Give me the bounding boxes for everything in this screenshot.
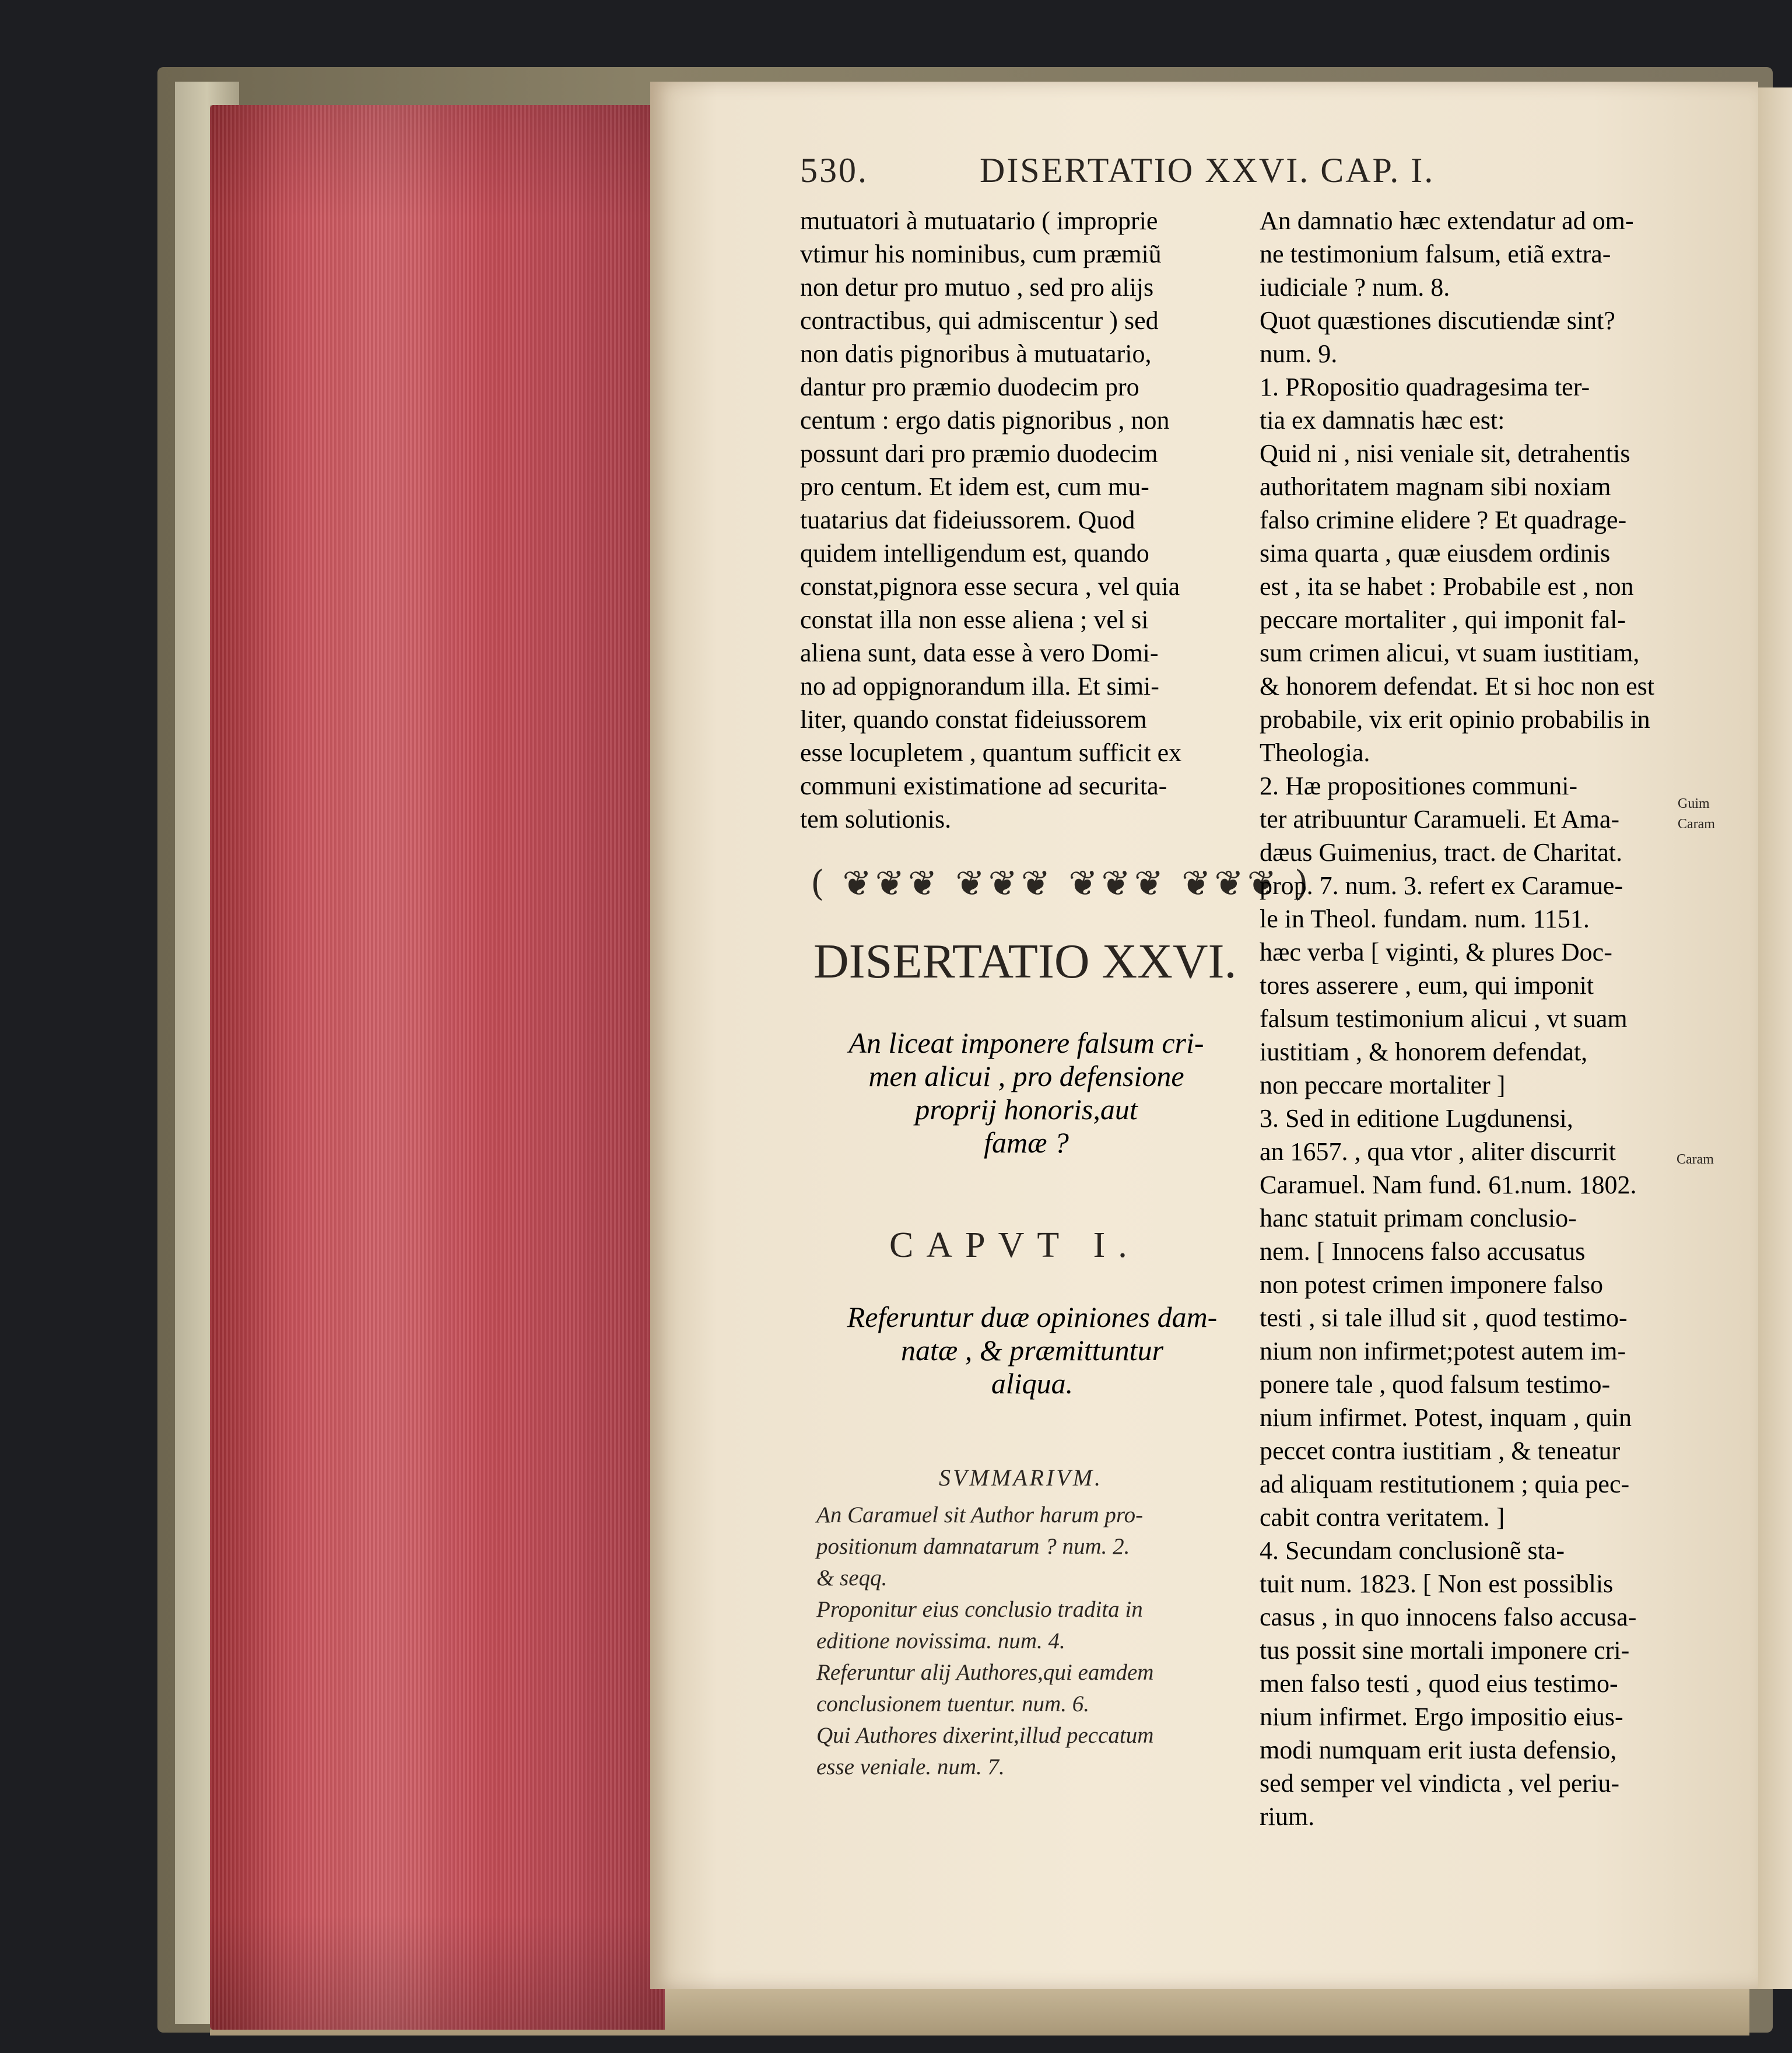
text-line: iustitiam , & honorem defendat,: [1260, 1038, 1588, 1066]
dissertation-question: [816, 1026, 1236, 1159]
summarium-heading: SVMMARIVM.: [939, 1465, 1103, 1491]
text-line: non potest crimen imponere falso: [1260, 1270, 1603, 1299]
caput-summary: [822, 1301, 1242, 1400]
summarium-list: [816, 1502, 1260, 1785]
text-line: 1. PRopositio quadragesima ter-: [1260, 373, 1590, 401]
summarium-line: Qui Authores dixerint,illud peccatum: [816, 1723, 1154, 1748]
text-line: rium.: [1260, 1802, 1315, 1831]
page-number: 530.: [800, 151, 868, 190]
text-line: tores asserere , eum, qui imponit: [1260, 971, 1594, 1000]
text-line: peccet contra iustitiam , & teneatur: [1260, 1437, 1621, 1465]
summarium-line: esse veniale. num. 7.: [816, 1754, 1005, 1779]
text-line: iudiciale ? num. 8.: [1260, 273, 1450, 302]
right-column-text: [1260, 204, 1679, 1833]
text-line: ter atribuuntur Caramueli. Et Ama-: [1260, 805, 1620, 833]
text-line: centum : ergo datis pignoribus , non: [800, 406, 1170, 435]
question-line: famæ ?: [984, 1126, 1069, 1159]
text-line: Quot quæstiones discutiendæ sint?: [1260, 306, 1615, 335]
text-line: Theologia.: [1260, 738, 1370, 767]
text-line: Caramuel. Nam fund. 61.num. 1802.: [1260, 1171, 1637, 1199]
text-line: tem solutionis.: [800, 805, 952, 833]
text-line: sum crimen alicui, vt suam iustitiam,: [1260, 639, 1640, 667]
text-line: an 1657. , qua vtor , aliter discurrit: [1260, 1137, 1616, 1166]
text-line: & honorem defendat. Et si hoc non est: [1260, 672, 1654, 700]
text-line: sed semper vel vindicta , vel periu-: [1260, 1769, 1620, 1798]
left-column-text: [800, 204, 1229, 836]
text-line: probabile, vix erit opinio probabilis in: [1260, 705, 1650, 734]
text-line: communi existimatione ad securita-: [800, 772, 1167, 800]
caput-summary-line: natæ , & præmittuntur: [900, 1334, 1164, 1367]
summarium-line: editione novissima. num. 4.: [816, 1628, 1065, 1653]
margin-note-guim: Guim: [1678, 796, 1710, 811]
text-line: tuatarius dat fideiussorem. Quod: [800, 506, 1135, 534]
text-line: est , ita se habet : Probabile est , non: [1260, 572, 1634, 601]
text-line: 3. Sed in editione Lugdunensi,: [1260, 1104, 1573, 1133]
text-line: 2. Hæ propositiones communi-: [1260, 772, 1578, 800]
text-line: falsum testimonium alicui , vt suam: [1260, 1004, 1628, 1033]
text-line: nium non infirmet;potest autem im-: [1260, 1337, 1626, 1365]
caput-summary-line: Referuntur duæ opiniones dam-: [847, 1301, 1218, 1333]
text-line: casus , in quo innocens falso accusa-: [1260, 1603, 1637, 1631]
running-head: DISERTATIO XXVI. CAP. I.: [980, 151, 1435, 190]
text-line: Quid ni , nisi veniale sit, detrahentis: [1260, 439, 1630, 468]
text-line: An damnatio hæc extendatur ad om-: [1260, 206, 1634, 235]
text-line: liter, quando constat fideiussorem: [800, 705, 1147, 734]
text-line: dantur pro præmio duodecim pro: [800, 373, 1139, 401]
margin-note-caram-2: Caram: [1677, 1152, 1714, 1167]
text-line: non detur pro mutuo , sed pro alijs: [800, 273, 1154, 302]
text-line: hanc statuit primam conclusio-: [1260, 1204, 1577, 1232]
text-line: dæus Guimenius, tract. de Charitat.: [1260, 838, 1622, 867]
text-line: constat illa non esse aliena ; vel si: [800, 605, 1149, 634]
text-line: peccare mortaliter , qui imponit fal-: [1260, 605, 1626, 634]
text-line: tuit num. 1823. [ Non est possiblis: [1260, 1569, 1614, 1598]
text-line: contractibus, qui admiscentur ) sed: [800, 306, 1159, 335]
text-line: mutuatori à mutuatario ( improprie: [800, 206, 1158, 235]
text-line: nium infirmet. Ergo impositio eius-: [1260, 1702, 1623, 1731]
text-line: nem. [ Innocens falso accusatus: [1260, 1237, 1586, 1266]
caput-summary-line: aliqua.: [991, 1367, 1074, 1400]
dissertation-title: DISERTATIO XXVI.: [813, 934, 1237, 989]
text-line: tus possit sine mortali imponere cri-: [1260, 1636, 1630, 1665]
text-line: testi , si tale illud sit , quod testimo-: [1260, 1304, 1628, 1332]
text-line: pro centum. Et idem est, cum mu-: [800, 472, 1149, 501]
text-line: constat,pignora esse secura , vel quia: [800, 572, 1180, 601]
summarium-line: conclusionem tuentur. num. 6.: [816, 1691, 1089, 1716]
summarium-line: Referuntur alij Authores,qui eamdem: [816, 1660, 1154, 1685]
text-line: ne testimonium falsum, etiã extra-: [1260, 240, 1611, 268]
text-line: hæc verba [ viginti, & plures Doc-: [1260, 938, 1612, 966]
question-line: men alicui , pro defensione: [868, 1060, 1184, 1092]
text-line: esse locupletem , quantum sufficit ex: [800, 738, 1182, 767]
text-line: nium infirmet. Potest, inquam , quin: [1260, 1403, 1632, 1432]
text-line: num. 9.: [1260, 339, 1338, 368]
text-line: authoritatem magnam sibi noxiam: [1260, 472, 1611, 501]
question-line: An liceat imponere falsum cri-: [848, 1026, 1204, 1059]
text-line: non datis pignoribus à mutuatario,: [800, 339, 1152, 368]
text-line: sima quarta , quæ eiusdem ordinis: [1260, 539, 1611, 567]
text-line: le in Theol. fundam. num. 1151.: [1260, 905, 1590, 933]
summarium-line: Proponitur eius conclusio tradita in: [816, 1597, 1143, 1622]
text-line: falso crimine elidere ? Et quadrage-: [1260, 506, 1627, 534]
summarium-line: positionum damnatarum ? num. 2.: [816, 1534, 1130, 1559]
summarium-line: & seqq.: [816, 1565, 888, 1590]
summarium-line: An Caramuel sit Author harum pro-: [816, 1502, 1144, 1528]
text-line: 4. Secundam conclusionẽ sta-: [1260, 1536, 1565, 1565]
text-line: aliena sunt, data esse à vero Domi-: [800, 639, 1159, 667]
text-line: quidem intelligendum est, quando: [800, 539, 1149, 567]
text-line: no ad oppignorandum illa. Et simi-: [800, 672, 1159, 700]
text-line: men falso testi , quod eius testimo-: [1260, 1669, 1618, 1698]
text-line: modi numquam erit iusta defensio,: [1260, 1736, 1617, 1764]
page-edge-shading: [210, 105, 665, 2030]
margin-note-caram-1: Caram: [1678, 817, 1715, 832]
caput-heading: CAPVT I.: [889, 1225, 1140, 1265]
question-line: proprij honoris,aut: [915, 1093, 1138, 1126]
text-line: ad aliquam restitutionem ; quia pec-: [1260, 1470, 1630, 1498]
decorative-ornament: ( ❦❦❦ ❦❦❦ ❦❦❦ ❦❦❦ ): [811, 863, 1312, 904]
text-line: cabit contra veritatem. ]: [1260, 1503, 1505, 1532]
text-line: prop. 7. num. 3. refert ex Caramue-: [1260, 871, 1623, 900]
text-line: tia ex damnatis hæc est:: [1260, 406, 1505, 435]
text-line: non peccare mortaliter ]: [1260, 1071, 1506, 1099]
text-line: ponere tale , quod falsum testimo-: [1260, 1370, 1611, 1399]
text-line: vtimur his nominibus, cum præmiũ: [800, 240, 1162, 268]
text-line: possunt dari pro præmio duodecim: [800, 439, 1158, 468]
